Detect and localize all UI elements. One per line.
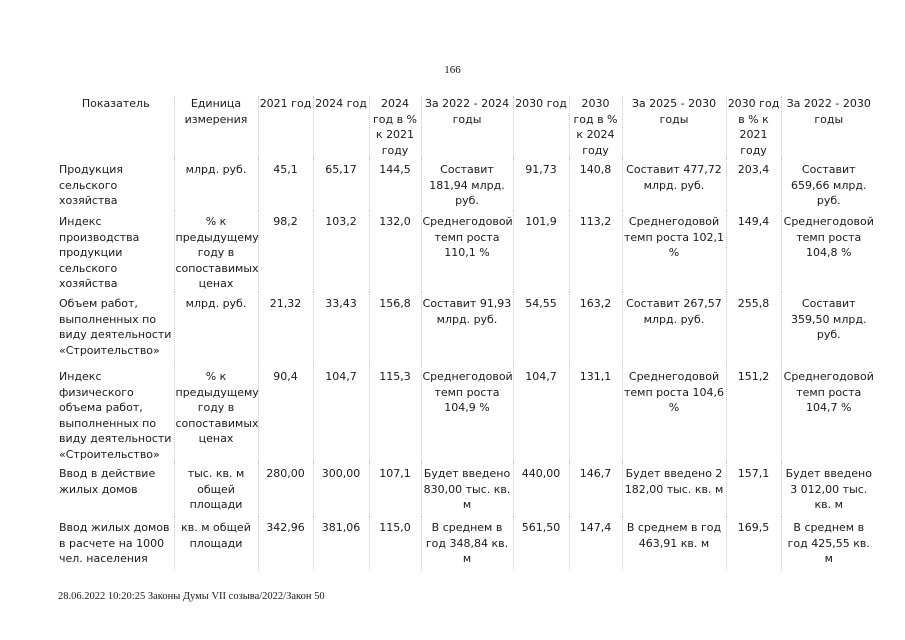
cell-2022-2024: Среднегодовой темп роста 104,9 % [421,365,513,462]
header-2030: 2030 год [513,96,569,158]
cell-2030-pct-2024: 131,1 [569,365,622,462]
cell-2024: 103,2 [313,210,369,292]
cell-2022-2030: Среднегодовой темп роста 104,8 % [781,210,876,292]
cell-unit: % к предыдущему году в сопоставимых ценах [174,365,258,462]
cell-2030-pct-2021: 149,4 [726,210,781,292]
cell-indicator: Ввод в действие жилых домов [59,467,156,496]
header-2025-2030: За 2025 - 2030 годы [622,96,726,158]
cell-2030-pct-2021: 157,1 [726,462,781,516]
cell-2025-2030: В среднем в год 463,91 кв. м [622,516,726,570]
cell-2030-pct-2024: 113,2 [569,210,622,292]
cell-2022-2030: Составит 659,66 млрд. руб. [781,158,876,210]
cell-2022-2024: Составит 181,94 млрд. руб. [421,158,513,210]
header-indicator: Показатель [81,97,150,110]
cell-2030-pct-2024: 163,2 [569,292,622,365]
cell-indicator: Ввод жилых домов в расчете на 1000 чел. населения [59,521,170,565]
cell-2024-pct: 115,0 [369,516,421,570]
cell-2024: 300,00 [313,462,369,516]
cell-2024: 65,17 [313,158,369,210]
cell-unit: млрд. руб. [174,292,258,365]
cell-2022-2024: Среднегодовой темп роста 110,1 % [421,210,513,292]
cell-2024-pct: 144,5 [369,158,421,210]
cell-2030: 104,7 [513,365,569,462]
cell-2021: 21,32 [258,292,313,365]
table-row [58,292,876,365]
indicators-table [58,96,876,570]
cell-2025-2030: Среднегодовой темп роста 102,1 % [622,210,726,292]
cell-2025-2030: Составит 477,72 млрд. руб. [622,158,726,210]
header-2022-2030: За 2022 - 2030 годы [781,96,876,158]
cell-2024-pct: 156,8 [369,292,421,365]
cell-2030-pct-2021: 255,8 [726,292,781,365]
table-row [58,158,876,210]
cell-2021: 342,96 [258,516,313,570]
cell-2021: 98,2 [258,210,313,292]
cell-2030-pct-2024: 146,7 [569,462,622,516]
cell-2021: 280,00 [258,462,313,516]
cell-2021: 45,1 [258,158,313,210]
cell-2024: 381,06 [313,516,369,570]
cell-2030-pct-2021: 151,2 [726,365,781,462]
cell-2022-2024: Составит 91,93 млрд. руб. [421,292,513,365]
cell-2030-pct-2024: 140,8 [569,158,622,210]
cell-2021: 90,4 [258,365,313,462]
document-footer: 28.06.2022 10:20:25 Законы Думы VII созыва/2022/Закон 50 [58,591,325,602]
cell-2022-2030: Составит 359,50 млрд. руб. [781,292,876,365]
header-2022-2024: За 2022 - 2024 годы [421,96,513,158]
cell-indicator: Объем работ, выполненных по виду деятельности «Строительство» [59,297,172,357]
cell-indicator: Индекс производства продукции сельского хозяйства [59,215,140,290]
header-2024: 2024 год [313,96,369,158]
table-row [58,462,876,516]
cell-2024-pct: 115,3 [369,365,421,462]
cell-2024: 104,7 [313,365,369,462]
cell-2030: 54,55 [513,292,569,365]
cell-2022-2030: В среднем в год 425,55 кв. м [781,516,876,570]
table-row [58,365,876,462]
table-row [58,210,876,292]
header-2024-pct-2021: 2024 год в % к 2021 году [369,96,421,158]
cell-2030: 91,73 [513,158,569,210]
header-2030-pct-2021: 2030 год в % к 2021 году [727,97,780,157]
cell-2022-2024: Будет введено 830,00 тыс. кв. м [421,462,513,516]
cell-2025-2030: Составит 267,57 млрд. руб. [622,292,726,365]
header-2021: 2021 год [258,96,313,158]
cell-indicator: Индекс физического объема работ, выполненных по виду деятельности «Строительство» [59,370,172,461]
cell-2025-2030: Будет введено 2 182,00 тыс. кв. м [622,462,726,516]
cell-2024: 33,43 [313,292,369,365]
page-number: 166 [444,64,461,76]
header-unit: Единица измерения [174,96,258,158]
header-2030-pct-2024: 2030 год в % к 2024 году [569,96,622,158]
cell-2030-pct-2021: 203,4 [726,158,781,210]
cell-2022-2030: Среднегодовой темп роста 104,7 % [781,365,876,462]
cell-unit: млрд. руб. [174,158,258,210]
cell-2030-pct-2024: 147,4 [569,516,622,570]
cell-2030: 561,50 [513,516,569,570]
cell-unit: % к предыдущему году в сопоставимых ценах [174,210,258,292]
cell-unit: кв. м общей площади [174,516,258,570]
cell-2022-2030: Будет введено 3 012,00 тыс. кв. м [781,462,876,516]
table-row [58,516,876,570]
cell-2030: 101,9 [513,210,569,292]
table-header-row [58,96,876,158]
cell-2024-pct: 132,0 [369,210,421,292]
cell-2022-2024: В среднем в год 348,84 кв. м [421,516,513,570]
cell-2025-2030: Среднегодовой темп роста 104,6 % [622,365,726,462]
cell-unit: тыс. кв. м общей площади [174,462,258,516]
cell-2024-pct: 107,1 [369,462,421,516]
cell-indicator: Продукция сельского хозяйства [59,163,123,207]
cell-2030: 440,00 [513,462,569,516]
cell-2030-pct-2021: 169,5 [726,516,781,570]
